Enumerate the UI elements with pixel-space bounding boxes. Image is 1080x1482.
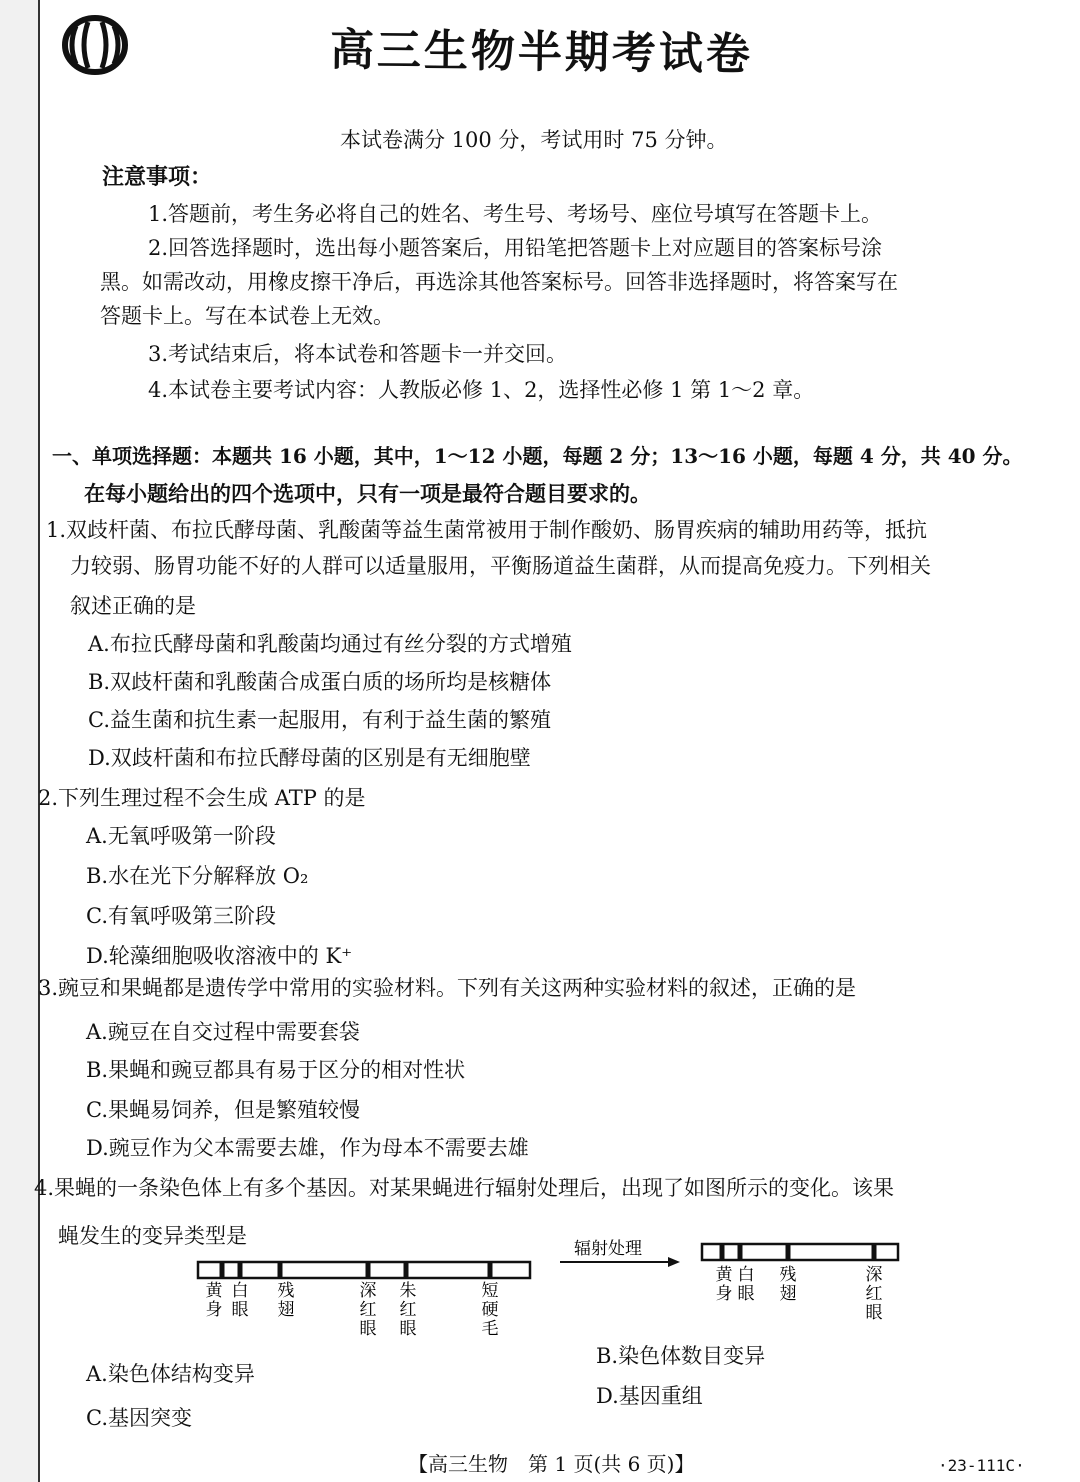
q4-stem-1: 4.果蝇的一条染色体上有多个基因。对某果蝇进行辐射处理后，出现了如图所示的变化。该果 bbox=[34, 1176, 895, 1200]
note-3: 3.考试结束后，将本试卷和答题卡一并交回。 bbox=[148, 342, 568, 366]
q3-option-a: A.豌豆在自交过程中需要套袋 bbox=[86, 1020, 360, 1044]
note-4: 4.本试卷主要考试内容：人教版必修 1、2，选择性必修 1 第 1～2 章。 bbox=[148, 378, 815, 402]
note-1: 1.答题前，考生务必将自己的姓名、考生号、考场号、座位号填写在答题卡上。 bbox=[148, 202, 883, 226]
before-gene-label: 深红眼 bbox=[359, 1281, 377, 1339]
q1-option-a: A.布拉氏酵母菌和乳酸菌均通过有丝分裂的方式增殖 bbox=[88, 632, 572, 656]
q1-option-d: D.双歧杆菌和布拉氏酵母菌的区别是有无细胞壁 bbox=[88, 746, 531, 770]
q1-stem-2: 力较弱、肠胃功能不好的人群可以适量服用，平衡肠道益生菌群，从而提高免疫力。下列相关 bbox=[70, 554, 931, 578]
school-logo-icon bbox=[62, 14, 128, 76]
q1-option-b: B.双歧杆菌和乳酸菌合成蛋白质的场所均是核糖体 bbox=[88, 670, 552, 694]
notes-heading: 注意事项： bbox=[102, 164, 213, 190]
q2-stem: 2.下列生理过程不会生成 ATP 的是 bbox=[38, 786, 366, 810]
exam-code: ·23-111C· bbox=[938, 1456, 1025, 1475]
section-instruction: 在每小题给出的四个选项中，只有一项是最符合题目要求的。 bbox=[84, 481, 651, 506]
q2-option-b: B.水在光下分解释放 O₂ bbox=[86, 864, 309, 888]
before-gene-label: 残翅 bbox=[277, 1281, 295, 1320]
before-gene-label: 黄身 bbox=[205, 1281, 223, 1320]
note-2-cont: 黑。如需改动，用橡皮擦干净后，再选涂其他答案标号。回答非选择题时，将答案写在 bbox=[100, 270, 898, 294]
q4-option-d: D.基因重组 bbox=[596, 1384, 703, 1408]
note-2-end: 答题卡上。写在本试卷上无效。 bbox=[100, 304, 394, 328]
q3-option-b: B.果蝇和豌豆都具有易于区分的相对性状 bbox=[86, 1058, 466, 1082]
before-gene-label: 短硬毛 bbox=[481, 1281, 499, 1339]
binding-margin bbox=[0, 0, 40, 1482]
exam-title: 高三生物半期考试卷 bbox=[329, 24, 754, 81]
q1-stem-1: 1.双歧杆菌、布拉氏酵母菌、乳酸菌等益生菌常被用于制作酸奶、肠胃疾病的辅助用药等，抵抗 bbox=[46, 518, 928, 542]
q3-stem: 3.豌豆和果蝇都是遗传学中常用的实验材料。下列有关这两种实验材料的叙述，正确的是 bbox=[38, 976, 857, 1000]
chromosome-diagram bbox=[190, 1238, 910, 1358]
q2-option-a: A.无氧呼吸第一阶段 bbox=[86, 824, 276, 848]
q3-option-d: D.豌豆作为父本需要去雄，作为母本不需要去雄 bbox=[86, 1136, 529, 1160]
chromosome-after bbox=[702, 1244, 898, 1260]
section-heading: 一、单项选择题：本题共 16 小题，其中，1～12 小题，每题 2 分；13～16 小题，每题 4 分，共 40 分。 bbox=[52, 444, 1023, 468]
after-gene-label: 白眼 bbox=[737, 1265, 755, 1304]
q4-option-b: B.染色体数目变异 bbox=[596, 1344, 766, 1368]
q1-stem-3: 叙述正确的是 bbox=[70, 594, 196, 618]
exam-subtitle: 本试卷满分 100 分，考试用时 75 分钟。 bbox=[340, 128, 728, 152]
radiation-arrow bbox=[560, 1239, 680, 1267]
chromosome-before bbox=[198, 1262, 530, 1278]
before-gene-label: 朱红眼 bbox=[399, 1281, 417, 1339]
q4-option-c: C.基因突变 bbox=[86, 1406, 192, 1430]
note-2: 2.回答选择题时，选出每小题答案后，用铅笔把答题卡上对应题目的答案标号涂 bbox=[148, 236, 883, 260]
q2-option-d: D.轮藻细胞吸收溶液中的 K⁺ bbox=[86, 944, 353, 968]
page-footer: 【高三生物 第 1 页(共 6 页)】 bbox=[408, 1452, 695, 1476]
after-gene-label: 深红眼 bbox=[865, 1265, 883, 1323]
q2-option-c: C.有氧呼吸第三阶段 bbox=[86, 904, 276, 928]
after-gene-label: 残翅 bbox=[779, 1265, 797, 1304]
after-gene-label: 黄身 bbox=[715, 1265, 733, 1304]
before-gene-label: 白眼 bbox=[231, 1281, 249, 1320]
q4-stem-2: 蝇发生的变异类型是 bbox=[58, 1224, 247, 1248]
arrow-label: 辐射处理 bbox=[574, 1239, 642, 1259]
q4-option-a: A.染色体结构变异 bbox=[86, 1362, 255, 1386]
q1-option-c: C.益生菌和抗生素一起服用，有利于益生菌的繁殖 bbox=[88, 708, 551, 732]
q3-option-c: C.果蝇易饲养，但是繁殖较慢 bbox=[86, 1098, 360, 1122]
